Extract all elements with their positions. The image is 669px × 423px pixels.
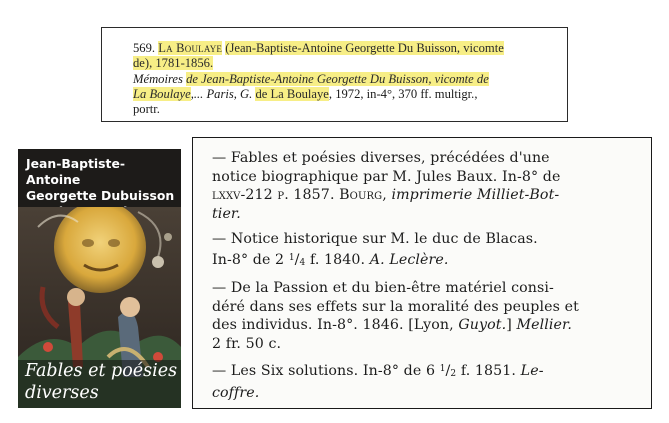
excerpt-publisher: A. Leclère. (369, 251, 449, 268)
entry-line-2 (133, 56, 555, 71)
entry-line-4 (133, 87, 555, 102)
excerpt-publisher: Mellier. (516, 317, 572, 333)
entry-line-5 (133, 102, 555, 117)
excerpt-publisher: imprimerie Milliet-Bot- (391, 187, 560, 203)
excerpt-line: — Les Six solutions. In-8° de 6 $^1$/2 f. 1851. Le- (212, 363, 544, 379)
entry-name-full: (Jean-Baptiste-Antoine Georgette Du Buisson, vicomte (225, 41, 504, 55)
entry-line-1 (133, 41, 555, 56)
cover-author-line: Georgette Dubuisson (26, 188, 175, 203)
excerpt-paragraph (212, 279, 641, 353)
excerpt-paragraph (212, 360, 641, 402)
excerpt-line (212, 186, 641, 205)
excerpt-publisher: Le- (520, 363, 544, 379)
excerpt-text: In-8° de 2 (212, 251, 285, 268)
cover-title (25, 360, 181, 404)
excerpt-line: In-8° de 2 $^1$/4 f. 1840. A. Leclère. (212, 251, 449, 268)
excerpt-text: lxxv-212 p. 1857. Bourg, (212, 187, 387, 203)
fraction-denominator: 2 (450, 369, 457, 379)
fraction-numerator: 1 (439, 364, 446, 374)
scanned-excerpt (192, 137, 652, 409)
excerpt-line (212, 316, 641, 335)
excerpt-line: notice biographique par M. Jules Baux. In-8° de (212, 168, 561, 185)
fraction-denominator: 4 (299, 257, 306, 268)
entry-number: 569. (133, 41, 156, 55)
excerpt-line: — Notice historique sur M. le duc de Blacas. (212, 231, 538, 247)
entry-title-end: La Boulaye (133, 86, 191, 101)
excerpt-line: coffre. (212, 384, 260, 401)
cover-title-line: Fables et poésies (25, 361, 178, 381)
catalogue-entry (101, 27, 568, 122)
cover-author-line: Jean-Baptiste-Antoine (26, 156, 126, 187)
entry-publisher-name: de La Boulaye (255, 86, 329, 101)
excerpt-publisher: Guyot. (458, 317, 507, 333)
excerpt-line: tier. (212, 205, 241, 222)
entry-publisher-a: ,... Paris, G. (190, 86, 253, 101)
entry-portrait: portr. (133, 102, 160, 117)
excerpt-line: 2 fr. 50 c. (212, 335, 282, 352)
entry-name-caps: La Boulaye (158, 41, 223, 55)
excerpt-text: f. 1851. (456, 363, 517, 379)
excerpt-line: déré dans ses effets sur la moralité des peuples et (212, 298, 579, 315)
excerpt-text: — Les Six solutions. In-8° de 6 (212, 363, 436, 379)
excerpt-paragraph (212, 149, 641, 223)
entry-title-name: de Jean-Baptiste-Antoine Georgette Du Buisson, vicomte de (186, 71, 489, 86)
entry-imprint: , 1972, in-4°, 370 ff. multigr., (328, 86, 478, 101)
cover-title-line: diverses (25, 383, 99, 403)
entry-line-3 (133, 72, 555, 87)
book-cover (18, 149, 181, 408)
excerpt-text: ] (506, 317, 512, 333)
excerpt-line: — De la Passion et du bien-être matériel consi- (212, 280, 554, 296)
entry-title-start: Mémoires (133, 71, 183, 86)
fraction-numerator: 1 (288, 252, 295, 263)
entry-name-end: de), 1781-1856. (133, 56, 214, 71)
excerpt-text: f. 1840. (305, 251, 366, 268)
excerpt-text: des individus. In-8°. 1846. [Lyon, (212, 317, 454, 333)
excerpt-paragraph (212, 230, 641, 272)
excerpt-line: — Fables et poésies diverses, précédées d'une (212, 150, 550, 166)
